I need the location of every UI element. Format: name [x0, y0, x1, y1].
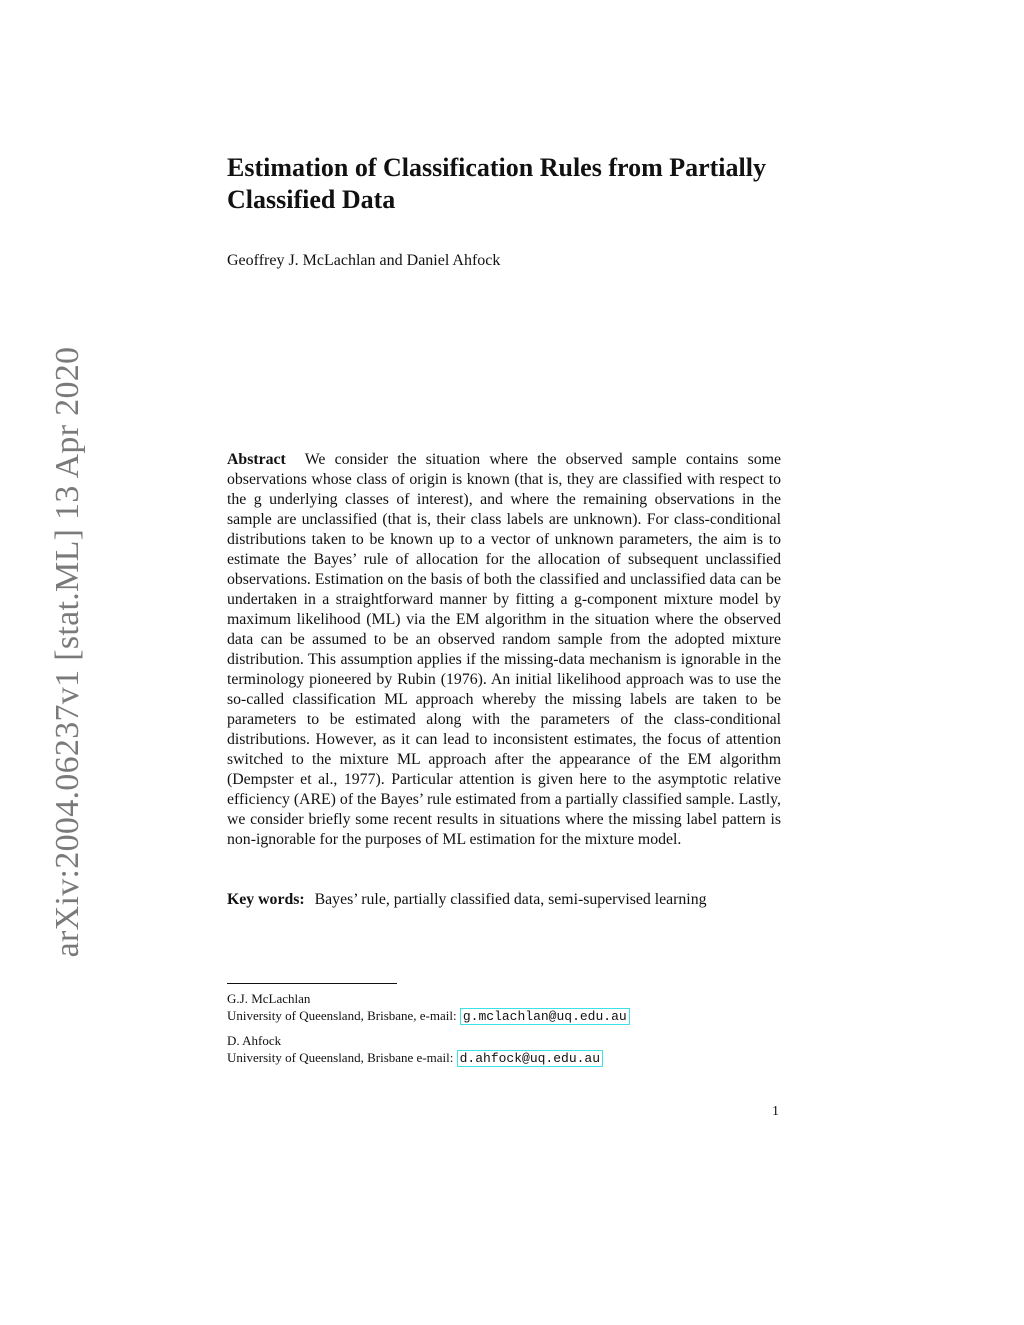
footnote-author-1	[227, 990, 787, 1025]
footnote-affiliation: University of Queensland, Brisbane, e-mail:	[227, 1008, 457, 1023]
email-link[interactable]: g.mclachlan@uq.edu.au	[460, 1008, 630, 1025]
abstract-text: We consider the situation where the observed sample contains some observations whose class of origin is known (that is, they are classified with respect to the g underlying classes of interest), and where the remaining observations in the sample are unclassified (that is, their class labels are unknown). For class-conditional distributions taken to be known up to a vector of unknown parameters, the aim is to estimate the Bayes’ rule of allocation for the allocation of subsequent unclassified observations. Estimation on the basis of both the classified and unclassified data can be undertaken in a straightforward manner by fitting a g-component mixture model by maximum likelihood (ML) via the EM algorithm in the situation where the observed data can be assumed to be an observed random sample from the adopted mixture distribution. This assumption applies if the missing-data mechanism is ignorable in the terminology pioneered by Rubin (1976). An initial likelihood approach was to use the so-called classification ML approach whereby the missing labels are taken to be parameters to be estimated along with the parameters of the class-conditional distributions. However, as it can lead to inconsistent estimates, the focus of attention switched to the mixture ML approach after the appearance of the EM algorithm (Dempster et al., 1977). Particular attention is given here to the asymptotic relative efficiency (ARE) of the Bayes’ rule estimated from a partially classified sample. Lastly, we consider briefly some recent results in situations where the missing label pattern is non-ignorable for the purposes of ML estimation for the mixture model.	[227, 451, 781, 848]
footnote-author-2	[227, 1032, 787, 1067]
abstract-label: Abstract	[227, 451, 286, 468]
footnote-affiliation-line	[227, 1007, 787, 1025]
email-link[interactable]: d.ahfock@uq.edu.au	[457, 1050, 603, 1067]
paper-title: Estimation of Classification Rules from Partially Classified Data	[227, 153, 766, 214]
page-number: 1	[772, 1104, 779, 1119]
author-list: Geoffrey J. McLachlan and Daniel Ahfock	[227, 252, 501, 269]
keywords-section	[227, 890, 781, 910]
footnote-affiliation-line	[227, 1049, 787, 1067]
keywords-text: Bayes’ rule, partially classified data, semi-supervised learning	[314, 891, 707, 908]
keywords-label: Key words:	[227, 891, 305, 908]
footnote-name: G.J. McLachlan	[227, 991, 311, 1006]
footnote-affiliation: University of Queensland, Brisbane e-mail:	[227, 1050, 454, 1065]
footnote-divider	[227, 983, 397, 984]
arxiv-identifier-stamp: arXiv:2004.06237v1 [stat.ML] 13 Apr 2020	[49, 346, 86, 958]
abstract-section	[227, 450, 781, 850]
footnote-name: D. Ahfock	[227, 1033, 282, 1048]
